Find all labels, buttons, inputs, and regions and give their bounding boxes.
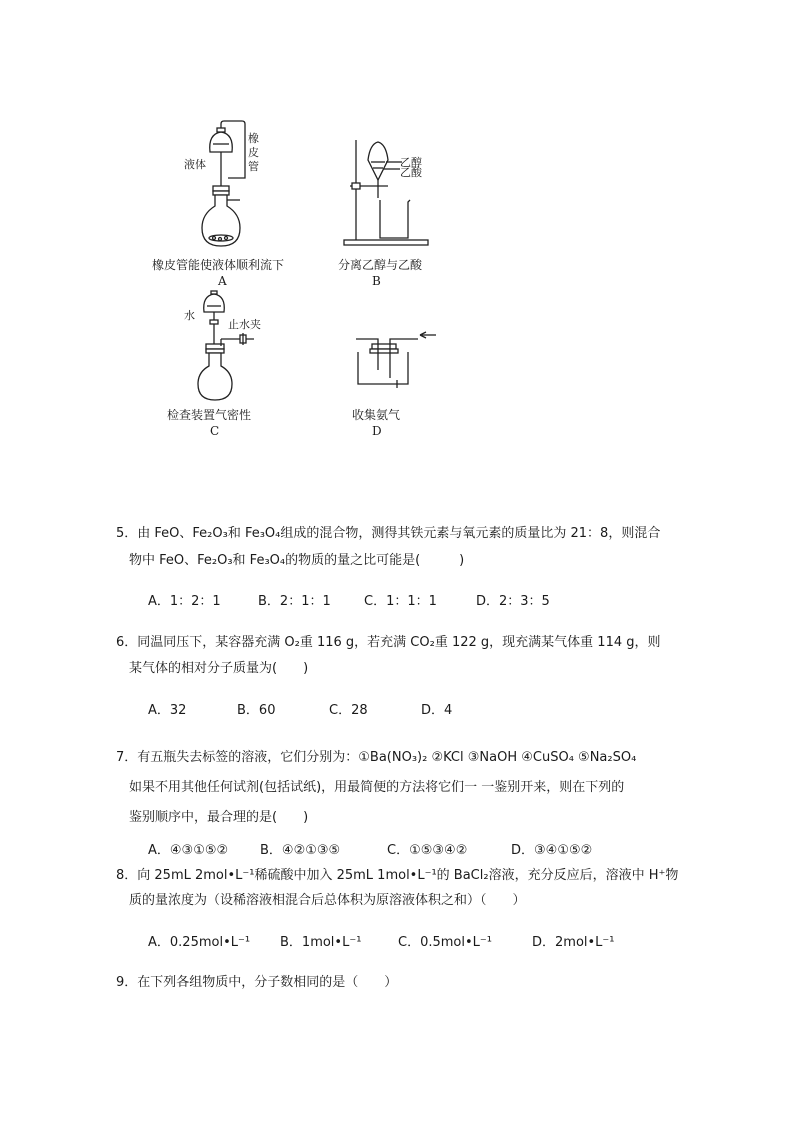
apparatus-d-diagram	[350, 330, 440, 390]
figure-b-letter: B	[372, 274, 381, 288]
question-6-option-b: B．60	[237, 703, 276, 718]
question-6-option-a: A．32	[148, 703, 187, 718]
figure-b-caption: 分离乙醇与乙酸	[338, 258, 423, 272]
question-9-line-1: 9．在下列各组物质中，分子数相同的是（ ）	[116, 975, 398, 990]
question-6-line-2: 某气体的相对分子质量为( )	[116, 661, 309, 676]
figure-c-clamp-label: 止水夹	[228, 318, 261, 331]
figure-c-letter: C	[210, 424, 220, 438]
tube-label-char: 皮	[248, 146, 259, 159]
tube-label-char: 橡	[248, 132, 259, 145]
figure-a-letter: A	[218, 274, 227, 288]
figure-c-caption: 检查装置气密性	[167, 408, 252, 422]
question-8-option-a: A．0.25mol•L⁻¹	[148, 935, 251, 950]
question-5-option-d: D．2：3：5	[476, 594, 550, 609]
question-8-option-c: C．0.5mol•L⁻¹	[398, 935, 492, 950]
figure-a-liquid-label: 液体	[184, 158, 206, 171]
question-7-line-3: 鉴别顺序中，最合理的是( )	[116, 810, 309, 825]
question-7-line-1: 7．有五瓶失去标签的溶液，它们分别为：①Ba(NO₃)₂ ②KCl ③NaOH ④CuSO₄ ⑤Na₂SO₄	[116, 750, 637, 765]
question-6-line-1: 6．同温同压下，某容器充满 O₂重 116 g，若充满 CO₂重 122 g，现充满某气体重 114 g，则	[116, 635, 661, 650]
question-8-line-2: 质的量浓度为（设稀溶液相混合后总体积为原溶液体积之和）（ ）	[116, 893, 526, 908]
question-7-option-c: C．①⑤③④②	[387, 843, 468, 858]
question-7-option-b: B．④②①③⑤	[260, 843, 341, 858]
question-5-option-c: C．1：1：1	[364, 594, 437, 609]
question-7-option-d: D．③④①⑤②	[511, 843, 593, 858]
figure-d-letter: D	[372, 424, 382, 438]
apparatus-a-diagram	[180, 118, 290, 258]
question-6-option-d: D．4	[421, 703, 453, 718]
figure-b-acetic-label: 乙酸	[400, 166, 422, 179]
figure-c-water-label: 水	[184, 309, 195, 322]
question-5-line-1: 5．由 FeO、Fe₂O₃和 Fe₃O₄组成的混合物，测得其铁元素与氧元素的质量比为 21：8，则混合	[116, 526, 661, 541]
question-7-option-a: A．④③①⑤②	[148, 843, 229, 858]
tube-label-char: 管	[248, 160, 259, 173]
figure-d-caption: 收集氨气	[352, 408, 401, 422]
question-5-line-2: 物中 FeO、Fe₂O₃和 Fe₃O₄的物质的量之比可能是( )	[116, 553, 465, 568]
question-6-option-c: C．28	[329, 703, 368, 718]
question-7-line-2: 如果不用其他任何试剂(包括试纸)，用最简便的方法将它们一 一鉴别开来，则在下列的	[116, 780, 625, 795]
question-8-option-d: D．2mol•L⁻¹	[532, 935, 615, 950]
question-5-option-b: B．2：1：1	[258, 594, 331, 609]
figure-a-caption: 橡皮管能使液体顺利流下	[152, 258, 285, 272]
question-8-line-1: 8．向 25mL 2mol•L⁻¹稀硫酸中加入 25mL 1mol•L⁻¹的 BaCl₂溶液，充分反应后，溶液中 H⁺物	[116, 868, 679, 883]
apparatus-c-diagram	[190, 290, 280, 405]
question-8-option-b: B．1mol•L⁻¹	[280, 935, 362, 950]
figure-a-tube-label	[248, 132, 259, 174]
question-5-option-a: A．1：2：1	[148, 594, 221, 609]
figure-b-ethanol-label: 乙醇	[400, 156, 422, 169]
